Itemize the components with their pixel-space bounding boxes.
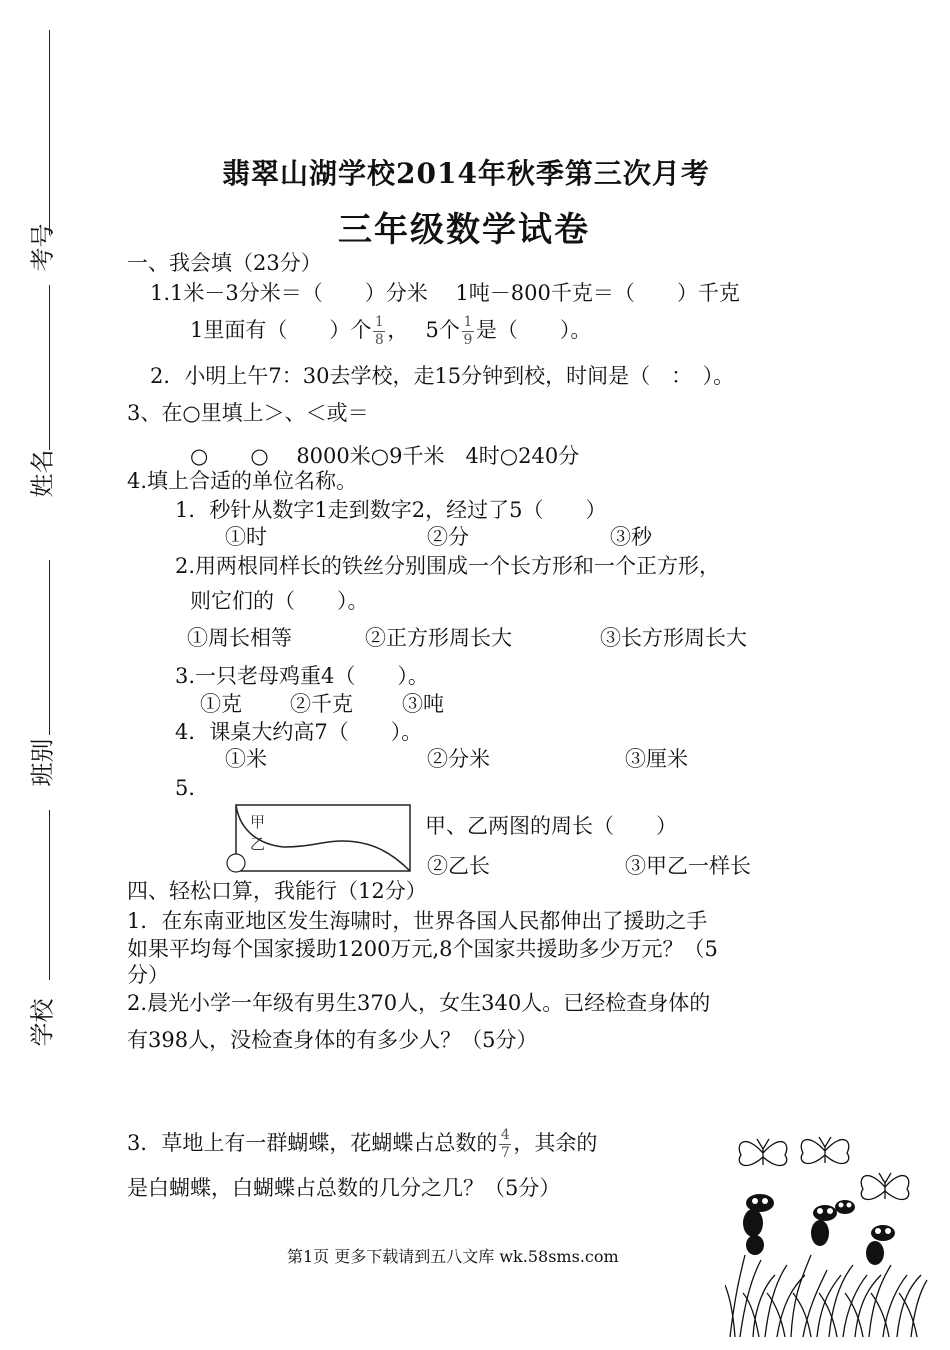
- binding-line-3: [49, 810, 50, 980]
- question-4-1-option-3: ③秒: [610, 525, 652, 549]
- question-4-5-option-2: ②乙长: [427, 854, 490, 878]
- question-4-4-option-2: ②分米: [427, 747, 490, 771]
- butterfly-icon: [739, 1139, 786, 1166]
- problem-1-line-3: 分）: [127, 963, 169, 987]
- question-4-5-text: 甲、乙两图的周长（ ）: [425, 814, 677, 838]
- perimeter-figure: [222, 803, 412, 875]
- question-4-1-option-1: ①时: [225, 525, 267, 549]
- question-4-2-line-2: 则它们的（ ）。: [190, 589, 369, 613]
- butterfly-icon: [801, 1137, 848, 1164]
- fraction-four-sevenths: $\frac{4}{7}$: [500, 1127, 510, 1161]
- page-footer: 第1页 更多下载请到五八文库 wk.58sms.com: [287, 1247, 619, 1266]
- question-4-5-number: 5．: [175, 776, 210, 800]
- name-label: 姓名: [28, 449, 57, 498]
- option-1-mark-partial: [227, 854, 245, 872]
- question-4-1: 1．秒针从数字1走到数字2，经过了5（ ）: [175, 498, 607, 522]
- question-1-1-text-a: 1里面有（ ）个: [190, 318, 372, 342]
- butterfly-icon: [861, 1173, 908, 1200]
- figure-label-yi: 乙: [250, 835, 266, 853]
- question-4-3-option-3: ③吨: [402, 692, 444, 716]
- butterflies-grass-illustration: [725, 1125, 930, 1340]
- question-4-4-option-3: ③厘米: [625, 747, 688, 771]
- section-1-heading: 一、我会填（23分）: [127, 251, 322, 275]
- question-4-1-option-2: ②分: [427, 525, 469, 549]
- section-word-problems-heading: 四、轻松口算，我能行（12分）: [127, 879, 427, 903]
- question-1-1-line-1: 1.1米－3分米＝（ ）分米 1吨－800千克＝（ ）千克: [150, 281, 740, 305]
- problem-3-line-2: 是白蝴蝶，白蝴蝶占总数的几分之几？（5分）: [127, 1176, 561, 1200]
- question-4-4: 4．课桌大约高7（ ）。: [175, 720, 423, 744]
- binding-line-1: [49, 285, 50, 450]
- compare-items: ○ ○ 8000米○9千米 4时○240分: [190, 444, 580, 468]
- question-4-2-line-1: 2.用两根同样长的铁丝分别围成一个长方形和一个正方形，: [175, 554, 721, 578]
- binding-line-top: [49, 30, 50, 235]
- problem-1-line-1: 1．在东南亚地区发生海啸时，世界各国人民都伸出了援助之手: [127, 909, 708, 933]
- section-3-heading: 3、在○里填上＞、＜或＝: [127, 401, 369, 425]
- question-4-4-option-1: ①米: [225, 747, 267, 771]
- problem-2-line-2: 有398人，没检查身体的有多少人？（5分）: [127, 1028, 538, 1052]
- question-4-3-option-1: ①克: [200, 692, 242, 716]
- problem-3-text-a: 3．草地上有一群蝴蝶，花蝴蝶占总数的: [127, 1131, 498, 1155]
- exam-number-label: 考号: [28, 223, 57, 272]
- question-4-2-option-2: ②正方形周长大: [365, 626, 512, 650]
- problem-3-line-1: [127, 1128, 597, 1161]
- figure-label-jia: 甲: [250, 813, 266, 831]
- question-1-2: 2．小明上午7：30去学校，走15分钟到校，时间是（ ： ）。: [150, 364, 735, 388]
- question-4-2-option-3: ③长方形周长大: [600, 626, 747, 650]
- question-4-5-option-3: ③甲乙一样长: [625, 854, 751, 878]
- problem-2-line-1: 2.晨光小学一年级有男生370人，女生340人。已经检查身体的: [127, 991, 711, 1015]
- question-4-3: 3.一只老母鸡重4（ ）。: [175, 664, 429, 688]
- problem-1-line-2: 如果平均每个国家援助1200万元,8个国家共援助多少万元？（5: [127, 937, 718, 961]
- question-4-2-option-1: ①周长相等: [187, 626, 292, 650]
- exam-title: 翡翠山湖学校2014年秋季第三次月考: [222, 157, 710, 190]
- question-1-1-text-c: 是（ ）。: [475, 318, 592, 342]
- problem-3-text-b: ，其余的: [513, 1131, 598, 1155]
- fraction-one-ninth: $\frac{1}{9}$: [463, 314, 473, 348]
- fraction-one-eighth: $\frac{1}{8}$: [374, 314, 384, 348]
- question-4-3-option-2: ②千克: [290, 692, 353, 716]
- question-1-1-line-2: [190, 315, 591, 348]
- exam-subtitle: 三年级数学试卷: [338, 210, 590, 250]
- section-4-heading: 4.填上合适的单位名称。: [127, 469, 358, 493]
- school-label: 学校: [28, 998, 57, 1047]
- class-label: 班别: [28, 738, 57, 787]
- binding-line-2: [49, 560, 50, 735]
- question-1-1-text-b: ， 5个: [387, 318, 460, 342]
